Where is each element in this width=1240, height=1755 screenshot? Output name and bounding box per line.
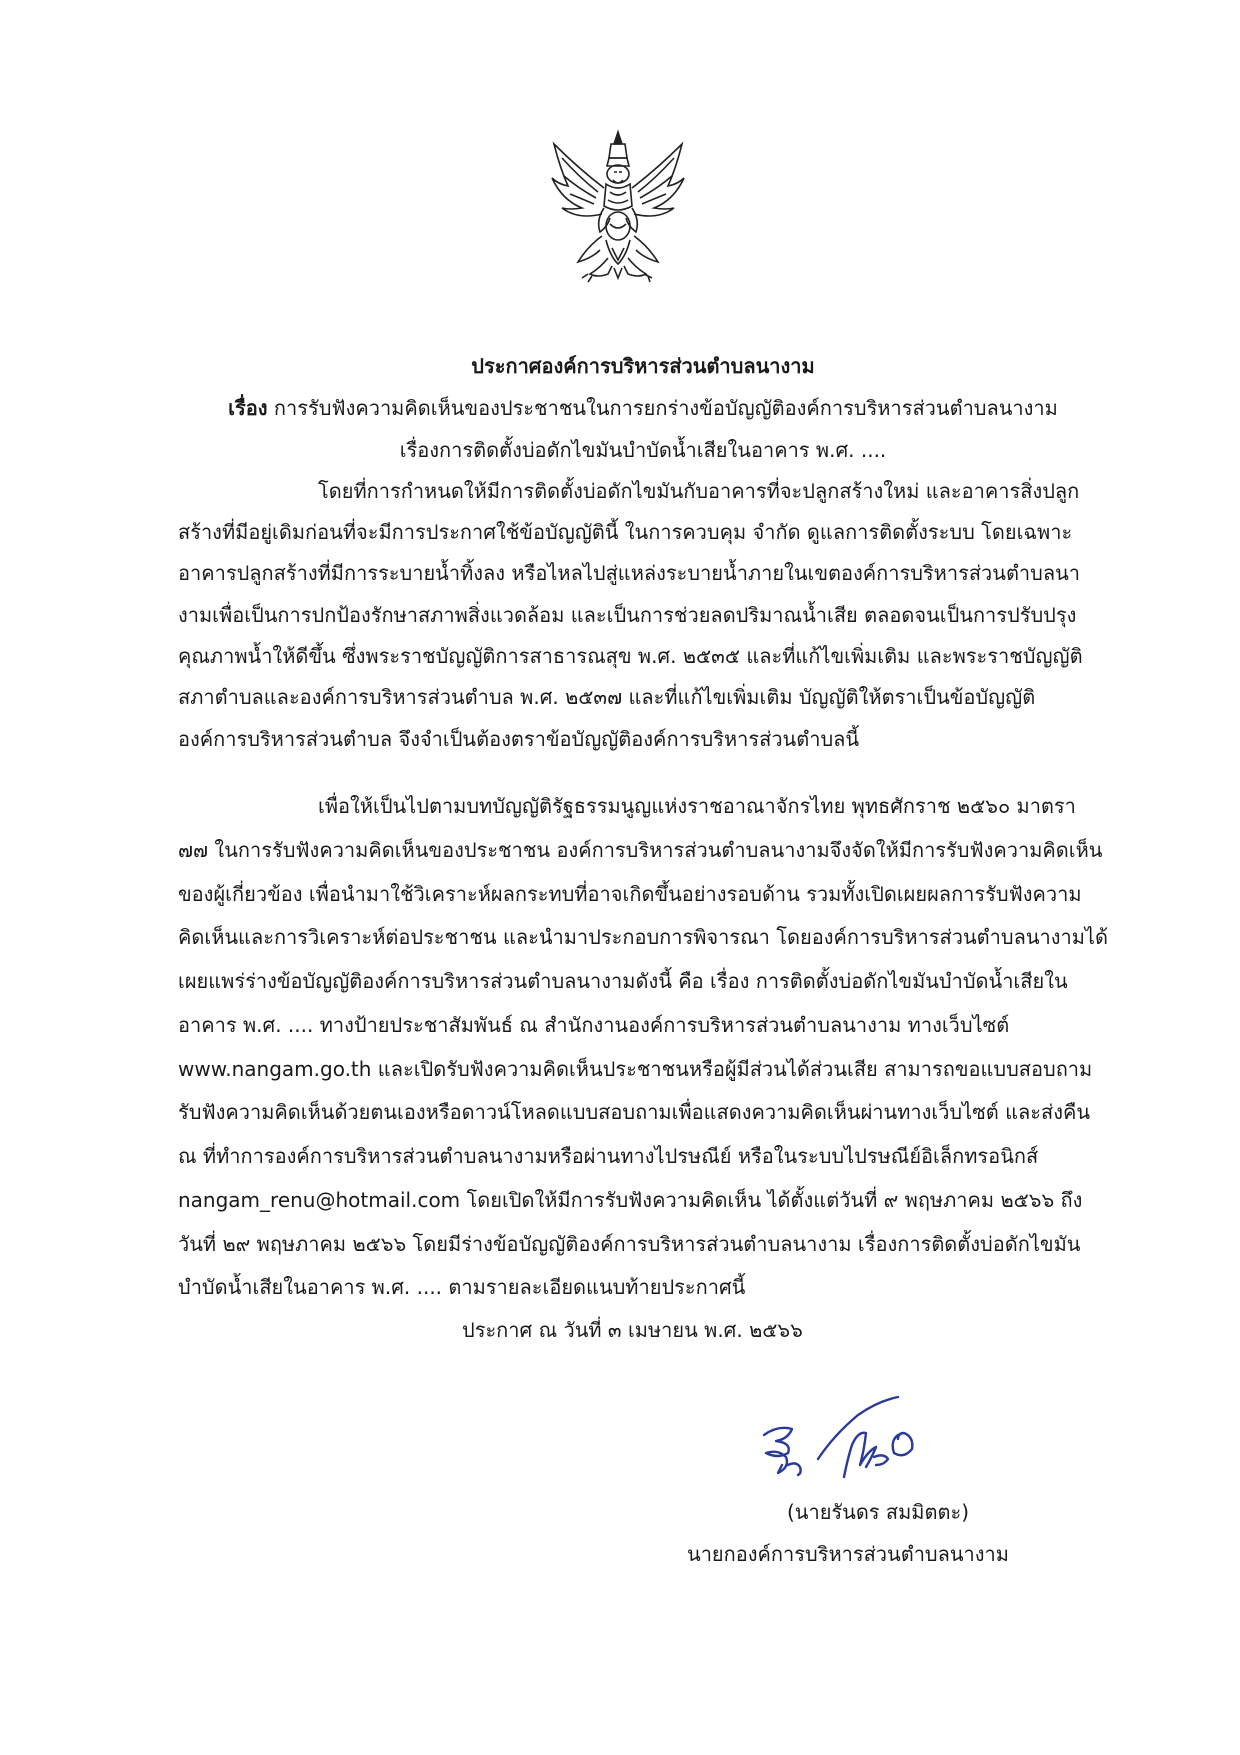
- signatory-position: นายกองค์การบริหารส่วนตำบลนางาม: [687, 1542, 1009, 1566]
- paragraph2-line: nangam_renu@hotmail.com โดยเปิดให้มีการรับฟังความคิดเห็น ได้ตั้งแต่วันที่ ๙ พฤษภาคม ๒๕๖๖ ถึง: [178, 1188, 1083, 1212]
- document-title: ประกาศองค์การบริหารส่วนตำบลนางาม: [471, 354, 815, 378]
- paragraph1-line: สภาตำบลและองค์การบริหารส่วนตำบล พ.ศ. ๒๕๓๗ และที่แก้ไขเพิ่มเติม บัญญัติให้ตราเป็นข้อบัญญัติ: [178, 685, 1036, 709]
- announcement-date: ประกาศ ณ วันที่ ๓ เมษายน พ.ศ. ๒๕๖๖: [462, 1318, 803, 1342]
- paragraph1-line: คุณภาพน้ำให้ดีขึ้น ซึ่งพระราชบัญญัติการสาธารณสุข พ.ศ. ๒๕๓๕ และที่แก้ไขเพิ่มเติม และพระราชบัญญัติ: [178, 644, 1083, 668]
- paragraph2-line: ณ ที่ทำการองค์การบริหารส่วนตำบลนางามหรือผ่านทางไปรษณีย์ หรือในระบบไปรษณีย์อิเล็กทรอนิกส์: [178, 1144, 1039, 1168]
- subject-label: เรื่อง: [228, 396, 268, 420]
- paragraph1-line: งามเพื่อเป็นการปกป้องรักษาสภาพสิ่งแวดล้อม และเป็นการช่วยลดปริมาณน้ำเสีย ตลอดจนเป็นการปรับปรุง: [178, 603, 1077, 627]
- paragraph2-line: ของผู้เกี่ยวข้อง เพื่อนำมาใช้วิเคราะห์ผลกระทบที่อาจเกิดขึ้นอย่างรอบด้าน รวมทั้งเปิดเผยผลการรับฟังความ: [178, 882, 1082, 906]
- paragraph1-line: อาคารปลูกสร้างที่มีการระบายน้ำทิ้งลง หรือไหลไปสู่แหล่งระบายน้ำภายในเขตองค์การบริหารส่วนตำบลนา: [178, 561, 1081, 585]
- paragraph2-line: บำบัดน้ำเสียในอาคาร พ.ศ. .... ตามรายละเอียดแนบท้ายประกาศนี้: [178, 1275, 746, 1299]
- paragraph2-line: เพื่อให้เป็นไปตามบทบัญญัติรัฐธรรมนูญแห่งราชอาณาจักรไทย พุทธศักราช ๒๕๖๐ มาตรา: [318, 794, 1076, 818]
- signatory-name: (นายรันดร สมมิตตะ): [786, 1500, 970, 1524]
- paragraph1-line: โดยที่การกำหนดให้มีการติดตั้งบ่อดักไขมันกับอาคารที่จะปลูกสร้างใหม่ และอาคารสิ่งปลูก: [318, 479, 1080, 503]
- paragraph1-line: องค์การบริหารส่วนตำบล จึงจำเป็นต้องตราข้อบัญญัติองค์การบริหารส่วนตำบลนี้: [178, 727, 860, 751]
- paragraph1-line: สร้างที่มีอยู่เดิมก่อนที่จะมีการประกาศใช้ข้อบัญญัตินี้ ในการควบคุม จำกัด ดูแลการติดตั้งระบบ โดยเฉพาะ: [178, 520, 1073, 544]
- subject-line-2: เรื่องการติดตั้งบ่อดักไขมันบำบัดน้ำเสียในอาคาร พ.ศ. ....: [399, 438, 887, 462]
- subject-line-1: [178, 393, 1108, 423]
- garuda-emblem-icon: [548, 128, 688, 284]
- subject-text: การรับฟังความคิดเห็นของประชาชนในการยกร่างข้อบัญญัติองค์การบริหารส่วนตำบลนางาม: [273, 396, 1058, 420]
- paragraph2-line: ๗๗ ในการรับฟังความคิดเห็นของประชาชน องค์การบริหารส่วนตำบลนางามจึงจัดให้มีการรับฟังความคิดเห็น: [178, 838, 1103, 862]
- paragraph2-line: วันที่ ๒๙ พฤษภาคม ๒๕๖๖ โดยมีร่างข้อบัญญัติองค์การบริหารส่วนตำบลนางาม เรื่องการติดตั้งบ่อดักไขมัน: [178, 1232, 1081, 1256]
- paragraph2-line: คิดเห็นและการวิเคราะห์ต่อประชาชน และนำมาประกอบการพิจารณา โดยองค์การบริหารส่วนตำบลนางามได้: [178, 925, 1108, 949]
- paragraph2-line: อาคาร พ.ศ. .... ทางป้ายประชาสัมพันธ์ ณ สำนักงานองค์การบริหารส่วนตำบลนางาม ทางเว็บไซต์: [178, 1013, 1010, 1037]
- paragraph2-line: เผยแพร่ร่างข้อบัญญัติองค์การบริหารส่วนตำบลนางามดังนี้ คือ เรื่อง การติดตั้งบ่อดักไขมันบำบัดน้ำเสียใน: [178, 969, 1068, 993]
- handwritten-signature: [748, 1395, 948, 1495]
- paragraph2-line: www.nangam.go.th และเปิดรับฟังความคิดเห็นประชาชนหรือผู้มีส่วนได้ส่วนเสีย สามารถขอแบบสอบถาม: [178, 1057, 1093, 1081]
- paragraph2-line: รับฟังความคิดเห็นด้วยตนเองหรือดาวน์โหลดแบบสอบถามเพื่อแสดงความคิดเห็นผ่านทางเว็บไซต์ และส่งคืน: [178, 1100, 1091, 1124]
